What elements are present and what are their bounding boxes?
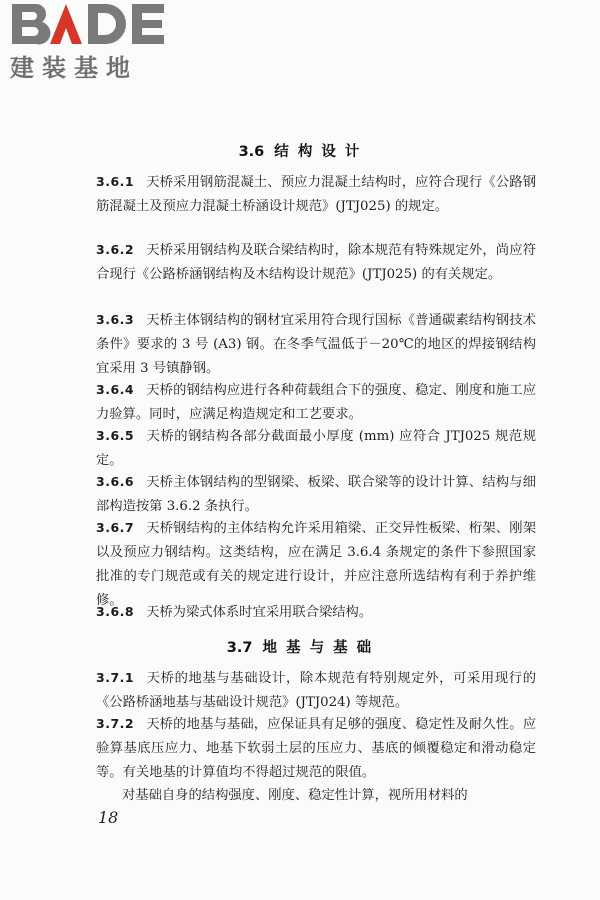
clause-3-6-8 [96,600,536,625]
section-number: 3.6 [238,144,265,160]
clause-3-7-1 [96,666,536,715]
clause-text: 天桥的地基与基础设计，除本规范有特别规定外，可采用现行的《公路桥涵地基与基础设计规范》(JTJ024) 等规范。 [96,671,536,710]
clause-3-6-4 [96,378,536,427]
clause-3-7-2 [96,712,536,785]
page-number: 18 [98,808,119,827]
clause-3-6-5 [96,424,536,473]
section-title: 地 基 与 基 础 [262,640,374,656]
clause-number: 3.6.7 [96,520,135,535]
clause-number: 3.7.2 [96,716,135,731]
clause-text: 天桥的钢结构应进行各种荷载组合下的强度、稳定、刚度和施工应力验算。同时，应满足构造规定和工艺要求。 [96,383,536,422]
clause-number: 3.6.1 [96,174,135,189]
bade-logo [10,2,180,83]
clause-text: 天桥主体钢结构的钢材宜采用符合现行国标《普通碳素结构钢技术条件》要求的 3 号 (A3) 钢。在冬季气温低于－20℃的地区的焊接钢结构宜采用 3 号镇静钢。 [96,313,536,376]
clause-3-6-7 [96,516,536,613]
clause-text: 天桥采用钢结构及联合梁结构时，除本规范有特殊规定外，尚应符合现行《公路桥涵钢结构及木结构设计规范》(JTJ025) 的有关规定。 [96,243,536,282]
bade-wordmark-icon [10,2,175,46]
clause-number: 3.6.8 [96,604,135,619]
section-number: 3.7 [226,640,253,656]
clause-number: 3.6.3 [96,312,135,327]
clause-number: 3.6.6 [96,474,135,489]
clause-number: 3.6.4 [96,382,135,397]
clause-number: 3.7.1 [96,670,135,685]
clause-text: 天桥的钢结构各部分截面最小厚度 (mm) 应符合 JTJ025 规范规定。 [96,429,536,468]
clause-text: 天桥主体钢结构的型钢梁、板梁、联合梁等的设计计算、结构与细部构造按第 3.6.2 条执行。 [96,475,536,514]
clause-number: 3.6.5 [96,428,135,443]
clause-text: 天桥钢结构的主体结构允许采用箱梁、正交异性板梁、桁架、刚架以及预应力钢结构。这类结构，应在满足 3.6.4 条规定的条件下参照国家批准的专门规范或有关的规定进行设计，并应注意所选结构有利于养护维修。 [96,521,536,608]
section-heading-3-7 [0,636,600,657]
clause-text: 天桥采用钢筋混凝土、预应力混凝土结构时，应符合现行《公路钢筋混凝土及预应力混凝土桥涵设计规范》(JTJ025) 的规定。 [96,175,536,214]
clause-3-6-1 [96,170,536,219]
clause-3-6-3 [96,308,536,381]
logo-subtitle: 建装基地 [10,54,138,82]
section-title: 结 构 设 计 [274,144,362,160]
clause-text: 天桥的地基与基础，应保证具有足够的强度、稳定性及耐久性。应验算基底压应力、地基下软弱土层的压应力、基底的倾覆稳定和滑动稳定等。有关地基的计算值均不得超过规范的限值。 [96,717,536,780]
section-heading-3-6 [0,140,600,161]
continuation-paragraph: 对基础自身的结构强度、刚度、稳定性计算，视所用材料的 [122,788,468,803]
clause-3-6-6 [96,470,536,519]
clause-number: 3.6.2 [96,242,135,257]
clause-text: 天桥为梁式体系时宜采用联合梁结构。 [146,605,373,620]
clause-3-6-2 [96,238,536,287]
